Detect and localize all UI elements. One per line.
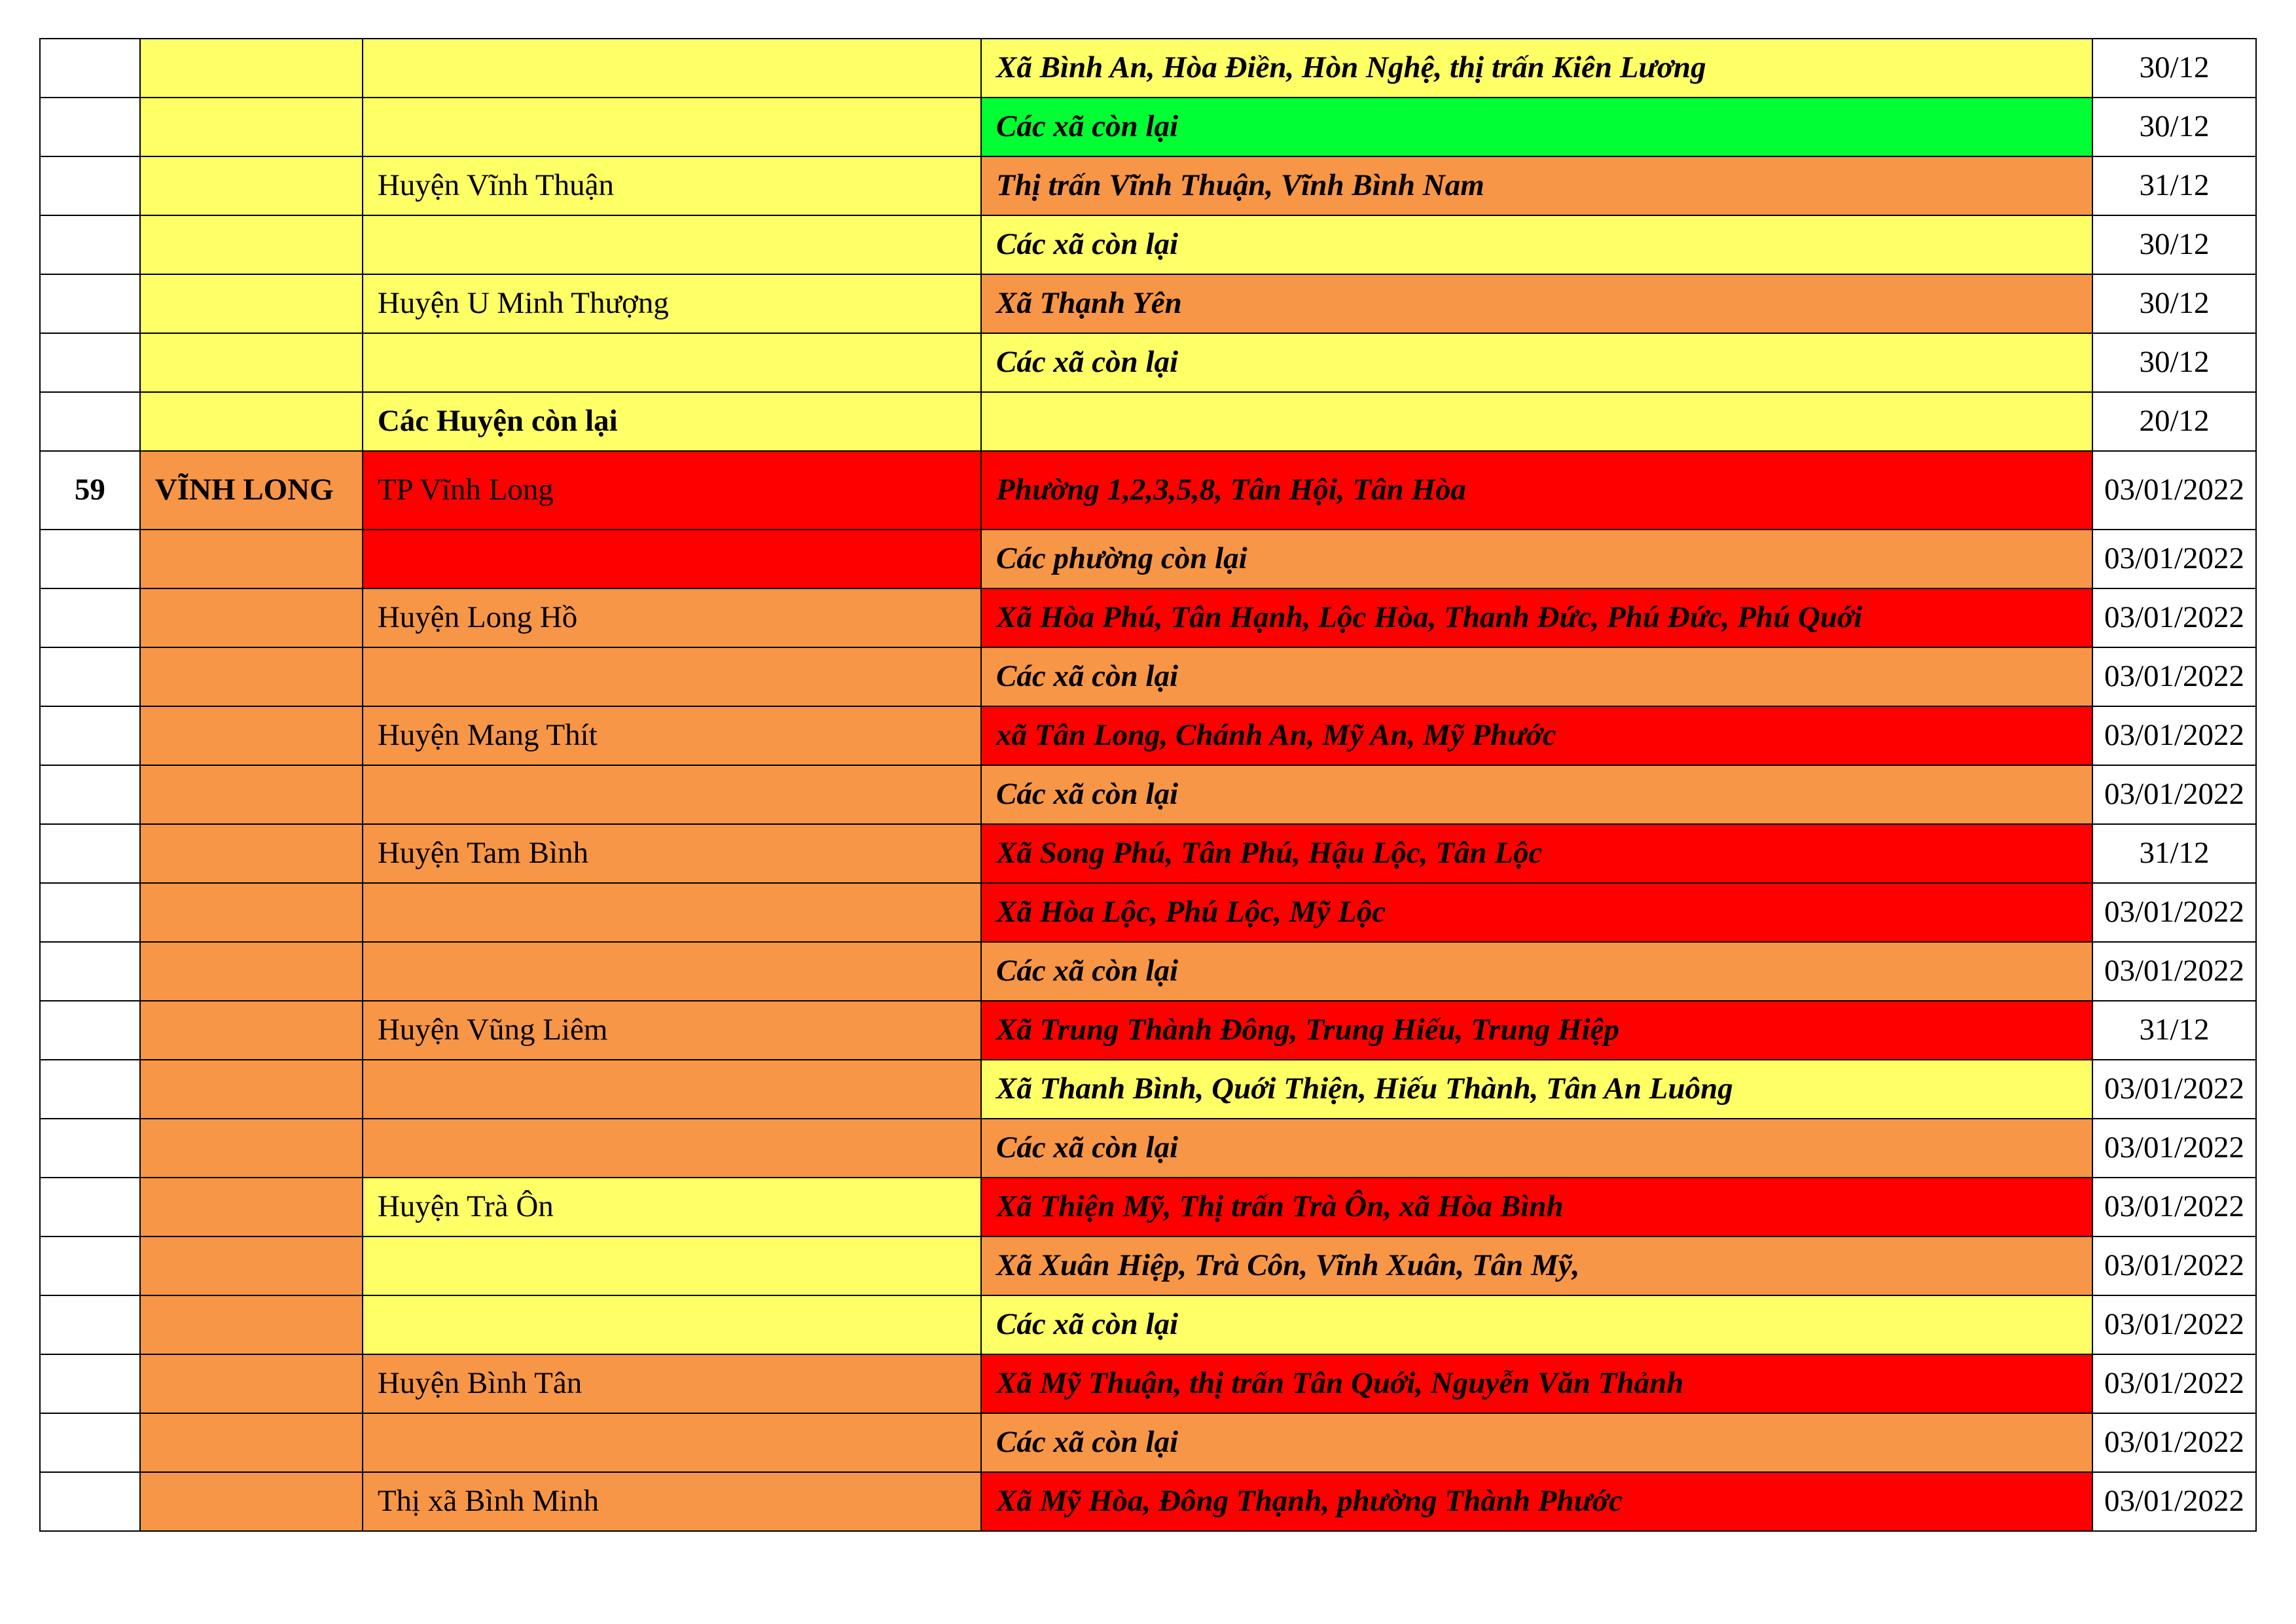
stt-cell: [40, 1413, 140, 1472]
province-cell: [140, 824, 363, 883]
province-cell: [140, 1178, 363, 1236]
area-cell: Các xã còn lại: [981, 765, 2092, 824]
district-cell: [363, 1295, 981, 1354]
date-cell: 03/01/2022: [2092, 942, 2256, 1001]
province-cell: [140, 1413, 363, 1472]
province-cell: [140, 1295, 363, 1354]
table-row: [40, 942, 2256, 1001]
area-cell: Các xã còn lại: [981, 647, 2092, 706]
province-cell: [140, 647, 363, 706]
table-row: [40, 530, 2256, 588]
district-cell: Huyện Trà Ôn: [363, 1178, 981, 1236]
district-cell: [363, 942, 981, 1001]
district-cell: Huyện Mang Thít: [363, 706, 981, 765]
district-cell: Huyện Tam Bình: [363, 824, 981, 883]
table-row: [40, 765, 2256, 824]
province-cell: [140, 1354, 363, 1413]
district-cell: [363, 333, 981, 392]
stt-cell: [40, 215, 140, 274]
table-row: [40, 1001, 2256, 1060]
district-cell: [363, 39, 981, 98]
district-cell: [363, 883, 981, 942]
stt-cell: [40, 1354, 140, 1413]
district-cell: Huyện Long Hồ: [363, 588, 981, 647]
area-cell: Xã Mỹ Thuận, thị trấn Tân Quới, Nguyễn Văn Thảnh: [981, 1354, 2092, 1413]
area-cell: xã Tân Long, Chánh An, Mỹ An, Mỹ Phước: [981, 706, 2092, 765]
date-cell: 03/01/2022: [2092, 1295, 2256, 1354]
district-cell: Các Huyện còn lại: [363, 392, 981, 451]
table-row: [40, 647, 2256, 706]
table-row: [40, 883, 2256, 942]
province-cell: [140, 274, 363, 333]
area-cell: Xã Thiện Mỹ, Thị trấn Trà Ôn, xã Hòa Bình: [981, 1178, 2092, 1236]
stt-cell: [40, 1236, 140, 1295]
stt-cell: [40, 333, 140, 392]
table-row: [40, 1413, 2256, 1472]
date-cell: 03/01/2022: [2092, 1236, 2256, 1295]
date-cell: 03/01/2022: [2092, 1413, 2256, 1472]
area-cell: Xã Hòa Lộc, Phú Lộc, Mỹ Lộc: [981, 883, 2092, 942]
area-cell: Xã Mỹ Hòa, Đông Thạnh, phường Thành Phước: [981, 1472, 2092, 1531]
district-cell: [363, 530, 981, 588]
district-cell: [363, 215, 981, 274]
province-cell: [140, 588, 363, 647]
area-cell: Xã Song Phú, Tân Phú, Hậu Lộc, Tân Lộc: [981, 824, 2092, 883]
province-cell: [140, 1001, 363, 1060]
area-cell: Phường 1,2,3,5,8, Tân Hội, Tân Hòa: [981, 451, 2092, 530]
area-cell: Xã Hòa Phú, Tân Hạnh, Lộc Hòa, Thanh Đức, Phú Đức, Phú Quới: [981, 588, 2092, 647]
table-row: [40, 39, 2256, 98]
stt-cell: [40, 98, 140, 156]
table-row: [40, 333, 2256, 392]
province-cell: [140, 1119, 363, 1178]
province-cell: [140, 883, 363, 942]
table-row: [40, 451, 2256, 530]
district-cell: [363, 647, 981, 706]
date-cell: 03/01/2022: [2092, 883, 2256, 942]
date-cell: 03/01/2022: [2092, 765, 2256, 824]
province-cell: [140, 706, 363, 765]
area-cell: Các xã còn lại: [981, 942, 2092, 1001]
district-cell: Thị xã Bình Minh: [363, 1472, 981, 1531]
stt-cell: [40, 765, 140, 824]
date-cell: 03/01/2022: [2092, 1472, 2256, 1531]
stt-cell: [40, 883, 140, 942]
table-row: [40, 156, 2256, 215]
date-cell: 03/01/2022: [2092, 706, 2256, 765]
district-cell: [363, 1413, 981, 1472]
area-cell: Xã Xuân Hiệp, Trà Côn, Vĩnh Xuân, Tân Mỹ,: [981, 1236, 2092, 1295]
area-cell: Các xã còn lại: [981, 98, 2092, 156]
stt-cell: [40, 647, 140, 706]
date-cell: 03/01/2022: [2092, 530, 2256, 588]
zone-table: [39, 38, 2257, 1532]
table-row: [40, 1236, 2256, 1295]
date-cell: 03/01/2022: [2092, 647, 2256, 706]
province-cell: [140, 765, 363, 824]
date-cell: 30/12: [2092, 274, 2256, 333]
stt-cell: [40, 824, 140, 883]
stt-cell: [40, 530, 140, 588]
table-row: [40, 215, 2256, 274]
stt-cell: [40, 1001, 140, 1060]
date-cell: 31/12: [2092, 824, 2256, 883]
district-cell: Huyện Bình Tân: [363, 1354, 981, 1413]
district-cell: Huyện Vũng Liêm: [363, 1001, 981, 1060]
stt-cell: [40, 156, 140, 215]
table-row: [40, 1060, 2256, 1119]
stt-cell: [40, 588, 140, 647]
date-cell: 30/12: [2092, 98, 2256, 156]
date-cell: 03/01/2022: [2092, 1119, 2256, 1178]
date-cell: 20/12: [2092, 392, 2256, 451]
date-cell: 03/01/2022: [2092, 1354, 2256, 1413]
stt-cell: [40, 274, 140, 333]
area-cell: Các phường còn lại: [981, 530, 2092, 588]
area-cell: [981, 392, 2092, 451]
stt-cell: [40, 1472, 140, 1531]
stt-cell: [40, 706, 140, 765]
province-cell: [140, 1060, 363, 1119]
province-cell: [140, 1236, 363, 1295]
date-cell: 03/01/2022: [2092, 451, 2256, 530]
district-cell: [363, 1119, 981, 1178]
province-cell: [140, 215, 363, 274]
area-cell: Các xã còn lại: [981, 1413, 2092, 1472]
province-cell: [140, 98, 363, 156]
area-cell: Các xã còn lại: [981, 1119, 2092, 1178]
table-row: [40, 824, 2256, 883]
district-cell: Huyện U Minh Thượng: [363, 274, 981, 333]
area-cell: Xã Thanh Bình, Quới Thiện, Hiếu Thành, Tân An Luông: [981, 1060, 2092, 1119]
table-row: [40, 1295, 2256, 1354]
table-row: [40, 98, 2256, 156]
date-cell: 31/12: [2092, 1001, 2256, 1060]
province-cell: [140, 39, 363, 98]
stt-cell: [40, 1295, 140, 1354]
province-cell: [140, 1472, 363, 1531]
table-row: [40, 392, 2256, 451]
area-cell: Các xã còn lại: [981, 1295, 2092, 1354]
date-cell: 30/12: [2092, 215, 2256, 274]
province-cell: VĨNH LONG: [140, 451, 363, 530]
date-cell: 03/01/2022: [2092, 588, 2256, 647]
area-cell: Xã Thạnh Yên: [981, 274, 2092, 333]
province-cell: [140, 392, 363, 451]
stt-cell: [40, 1178, 140, 1236]
district-cell: [363, 98, 981, 156]
district-cell: [363, 765, 981, 824]
date-cell: 03/01/2022: [2092, 1060, 2256, 1119]
province-cell: [140, 156, 363, 215]
area-cell: Xã Bình An, Hòa Điền, Hòn Nghệ, thị trấn Kiên Lương: [981, 39, 2092, 98]
table-row: [40, 1354, 2256, 1413]
table-row: [40, 1119, 2256, 1178]
district-cell: Huyện Vĩnh Thuận: [363, 156, 981, 215]
province-cell: [140, 333, 363, 392]
district-cell: TP Vĩnh Long: [363, 451, 981, 530]
table-row: [40, 1178, 2256, 1236]
date-cell: 30/12: [2092, 333, 2256, 392]
stt-cell: [40, 39, 140, 98]
date-cell: 30/12: [2092, 39, 2256, 98]
stt-cell: [40, 942, 140, 1001]
area-cell: Thị trấn Vĩnh Thuận, Vĩnh Bình Nam: [981, 156, 2092, 215]
area-cell: Xã Trung Thành Đông, Trung Hiếu, Trung Hiệp: [981, 1001, 2092, 1060]
table-row: [40, 274, 2256, 333]
table-row: [40, 706, 2256, 765]
area-cell: Các xã còn lại: [981, 215, 2092, 274]
district-cell: [363, 1236, 981, 1295]
date-cell: 31/12: [2092, 156, 2256, 215]
stt-cell: [40, 392, 140, 451]
table-row: [40, 1472, 2256, 1531]
area-cell: Các xã còn lại: [981, 333, 2092, 392]
stt-cell: 59: [40, 451, 140, 530]
stt-cell: [40, 1060, 140, 1119]
district-cell: [363, 1060, 981, 1119]
table-row: [40, 588, 2256, 647]
stt-cell: [40, 1119, 140, 1178]
date-cell: 03/01/2022: [2092, 1178, 2256, 1236]
province-cell: [140, 530, 363, 588]
province-cell: [140, 942, 363, 1001]
